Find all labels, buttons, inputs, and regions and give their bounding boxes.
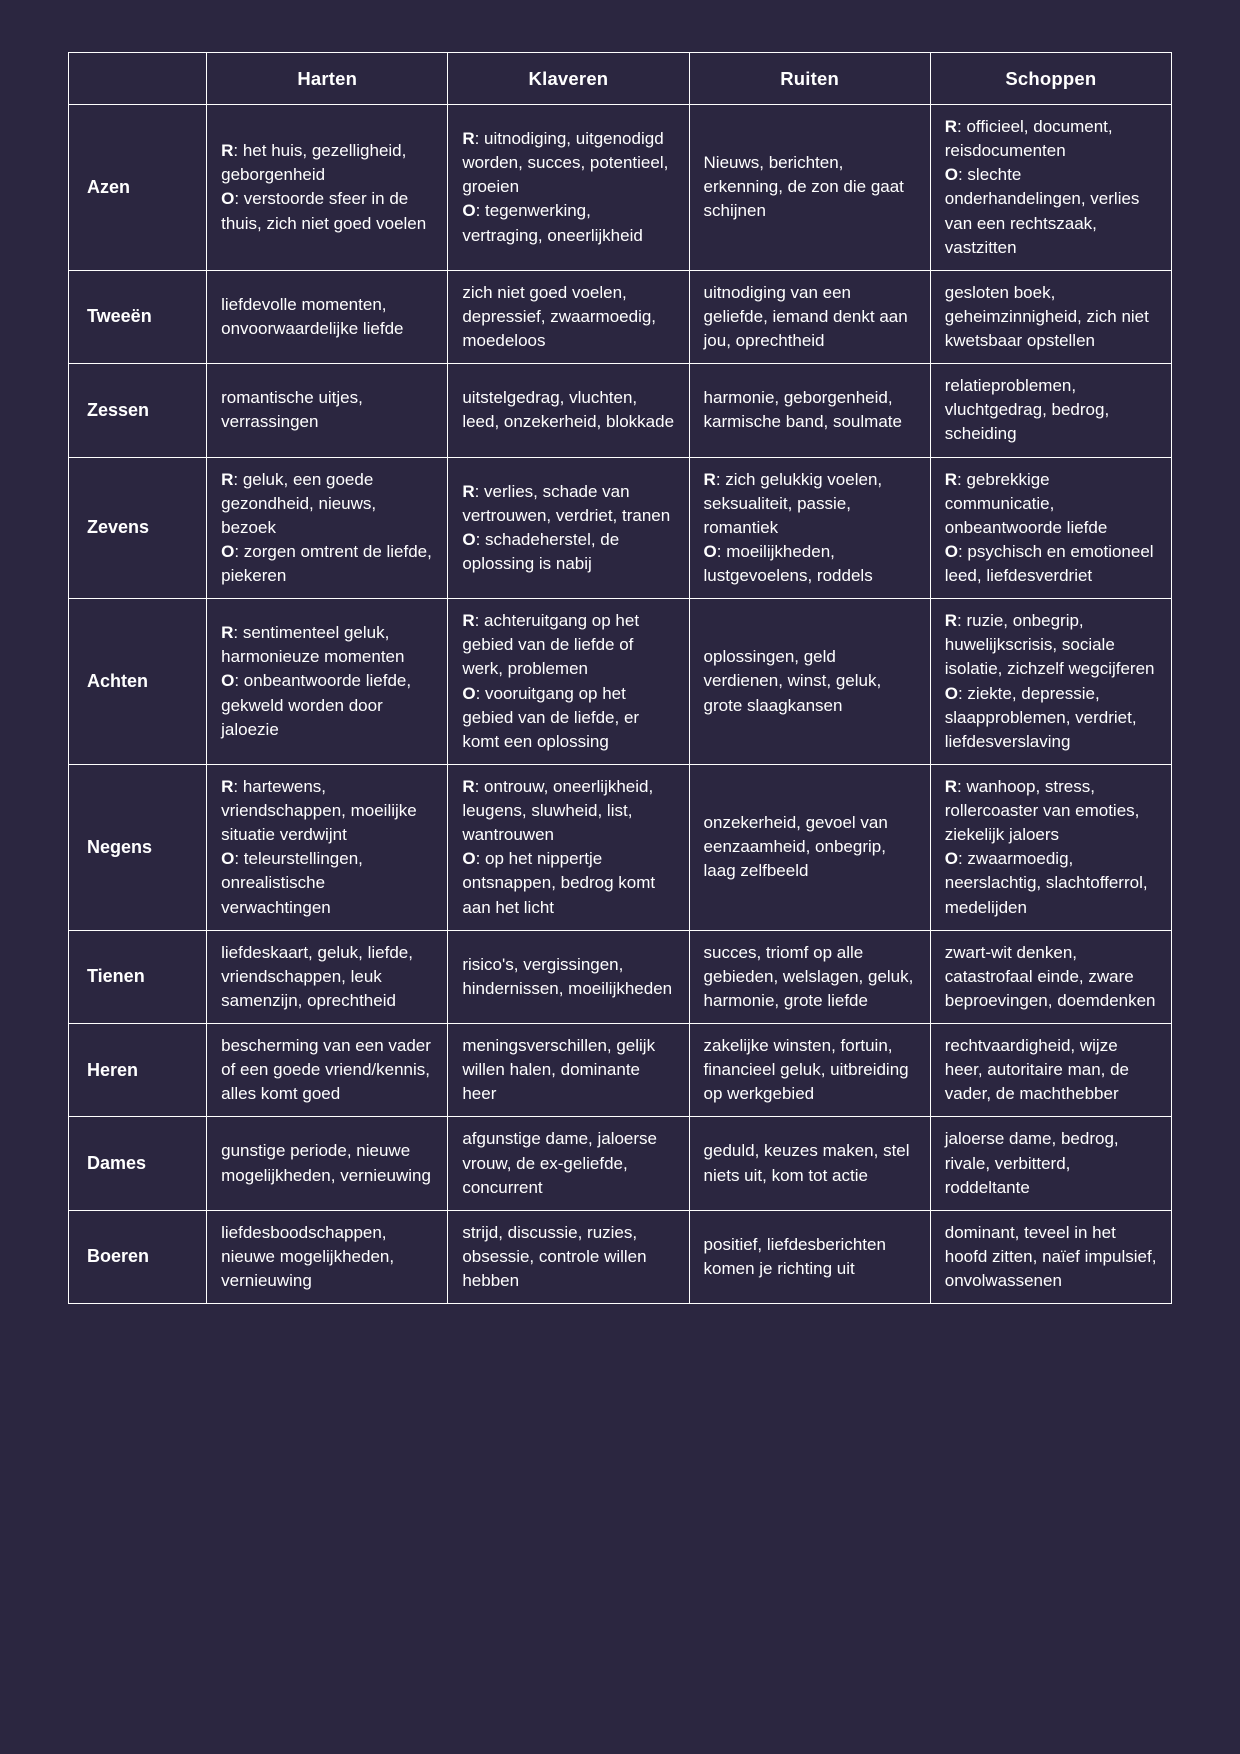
cell-zessen-klaveren xyxy=(448,364,689,457)
meaning-text: onzekerheid, gevoel van eenzaamheid, onbegrip, laag zelfbeeld xyxy=(703,813,888,881)
cell-boeren-ruiten xyxy=(689,1210,930,1303)
cell-zevens-schoppen xyxy=(930,457,1171,599)
meaning-text: liefdesboodschappen, nieuwe mogelijkheden, vernieuwing xyxy=(221,1222,395,1290)
table-row xyxy=(69,270,1172,363)
cell-tienen-schoppen xyxy=(930,930,1171,1023)
meaning-marker: R xyxy=(221,469,234,489)
cell-tweeën-schoppen xyxy=(930,270,1171,363)
meaning-text: : op het nippertje ontsnappen, bedrog komt aan het licht xyxy=(462,849,656,917)
cell-heren-ruiten xyxy=(689,1024,930,1117)
cell-paragraph xyxy=(945,1127,1157,1199)
table-corner-cell xyxy=(69,53,207,105)
cell-paragraph xyxy=(704,645,916,717)
cell-paragraph xyxy=(221,386,433,434)
cell-paragraph xyxy=(462,609,674,681)
cell-heren-harten xyxy=(207,1024,448,1117)
cell-negens-harten xyxy=(207,764,448,930)
cell-dames-ruiten xyxy=(689,1117,930,1210)
table-row xyxy=(69,1210,1172,1303)
cell-zevens-harten xyxy=(207,457,448,599)
row-header-zevens: Zevens xyxy=(69,457,207,599)
cell-achten-ruiten xyxy=(689,599,930,765)
cell-paragraph xyxy=(462,528,674,576)
cell-paragraph xyxy=(221,621,433,669)
meaning-text: risico's, vergissingen, hindernissen, moeilijkheden xyxy=(462,954,673,998)
meaning-text: : moeilijkheden, lustgevoelens, roddels xyxy=(703,541,873,585)
cell-paragraph xyxy=(704,1034,916,1106)
meaning-marker: O xyxy=(221,849,235,869)
meaning-text: : uitnodiging, uitgenodigd worden, succes, potentieel, groeien xyxy=(462,129,669,197)
meaning-marker: R xyxy=(944,469,958,489)
meaning-text: : slechte onderhandelingen, verlies van een rechtszaak, vastzitten xyxy=(944,165,1140,257)
row-header-achten: Achten xyxy=(69,599,207,765)
cell-paragraph xyxy=(221,540,433,588)
meaning-marker: R xyxy=(221,623,234,643)
cell-boeren-klaveren xyxy=(448,1210,689,1303)
cell-paragraph xyxy=(945,682,1157,754)
cell-paragraph xyxy=(462,1034,674,1106)
cell-azen-schoppen xyxy=(930,105,1171,271)
table-row xyxy=(69,105,1172,271)
cell-heren-schoppen xyxy=(930,1024,1171,1117)
meaning-text: : het huis, gezelligheid, geborgenheid xyxy=(221,141,407,185)
cell-azen-ruiten xyxy=(689,105,930,271)
cell-paragraph xyxy=(221,1139,433,1187)
meaning-text: harmonie, geborgenheid, karmische band, soulmate xyxy=(703,388,902,432)
row-header-zessen: Zessen xyxy=(69,364,207,457)
cell-paragraph xyxy=(945,609,1157,681)
table-row xyxy=(69,1024,1172,1117)
meaning-text: : zwaarmoedig, neerslachtig, slachtofferrol, medelijden xyxy=(944,849,1148,917)
cell-negens-ruiten xyxy=(689,764,930,930)
meaning-text: : schadeherstel, de oplossing is nabij xyxy=(462,529,620,573)
cell-paragraph xyxy=(704,281,916,353)
meaning-text: liefdeskaart, geluk, liefde, vriendschappen, leuk samenzijn, oprechtheid xyxy=(221,942,413,1010)
meaning-text: : verlies, schade van vertrouwen, verdriet, tranen xyxy=(462,481,671,525)
meaning-text: : onbeantwoorde liefde, gekweld worden door jaloezie xyxy=(221,671,412,739)
meaning-text: romantische uitjes, verrassingen xyxy=(221,388,363,432)
cell-paragraph xyxy=(462,953,674,1001)
cell-paragraph xyxy=(462,281,674,353)
meaning-marker: O xyxy=(462,201,476,221)
meaning-text: : ontrouw, oneerlijkheid, leugens, sluwheid, list, wantrouwen xyxy=(462,776,654,845)
cell-paragraph xyxy=(462,199,674,247)
meaning-marker: O xyxy=(221,671,235,691)
cell-paragraph xyxy=(221,847,433,919)
meaning-text: afgunstige dame, jaloerse vrouw, de ex-geliefde, concurrent xyxy=(462,1129,658,1197)
meaning-text: bescherming van een vader of een goede vriend/kennis, alles komt goed xyxy=(221,1036,431,1104)
cell-paragraph xyxy=(945,374,1157,446)
cell-boeren-schoppen xyxy=(930,1210,1171,1303)
cell-paragraph xyxy=(945,115,1157,163)
table-header-row xyxy=(69,53,1172,105)
meaning-text: : achteruitgang op het gebied van de liefde of werk, problemen xyxy=(462,611,640,679)
cell-paragraph xyxy=(704,386,916,434)
row-header-boeren: Boeren xyxy=(69,1210,207,1303)
cell-paragraph xyxy=(462,127,674,199)
cell-paragraph xyxy=(221,139,433,187)
cell-paragraph xyxy=(945,1221,1157,1293)
cell-paragraph xyxy=(704,811,916,883)
cell-negens-schoppen xyxy=(930,764,1171,930)
row-header-negens: Negens xyxy=(69,764,207,930)
cell-paragraph xyxy=(221,669,433,741)
cell-paragraph xyxy=(704,941,916,1013)
meaning-marker: R xyxy=(462,129,475,149)
meaning-text: uitstelgedrag, vluchten, leed, onzekerheid, blokkade xyxy=(462,388,675,432)
meaning-text: meningsverschillen, gelijk willen halen, dominante heer xyxy=(462,1036,656,1104)
table-row xyxy=(69,764,1172,930)
table-row xyxy=(69,364,1172,457)
meaning-text: : hartewens, vriendschappen, moeilijke situatie verdwijnt xyxy=(221,776,417,845)
meaning-marker: O xyxy=(462,849,476,869)
cell-tienen-harten xyxy=(207,930,448,1023)
cell-zevens-klaveren xyxy=(448,457,689,599)
row-header-heren: Heren xyxy=(69,1024,207,1117)
cell-zessen-ruiten xyxy=(689,364,930,457)
cell-zevens-ruiten xyxy=(689,457,930,599)
cell-paragraph xyxy=(945,775,1157,847)
meaning-marker: O xyxy=(221,189,235,209)
cell-paragraph xyxy=(221,941,433,1013)
meaning-marker: R xyxy=(221,141,234,161)
meaning-text: liefdevolle momenten, onvoorwaardelijke liefde xyxy=(221,294,404,338)
cell-dames-schoppen xyxy=(930,1117,1171,1210)
cell-tweeën-ruiten xyxy=(689,270,930,363)
meaning-text: : vooruitgang op het gebied van de liefde, er komt een oplossing xyxy=(462,683,640,751)
column-header-ruiten: Ruiten xyxy=(689,53,930,105)
meaning-text: : verstoorde sfeer in de thuis, zich niet goed voelen xyxy=(221,189,427,233)
meaning-marker: R xyxy=(462,481,475,501)
cell-boeren-harten xyxy=(207,1210,448,1303)
meaning-text: uitnodiging van een geliefde, iemand denkt aan jou, oprechtheid xyxy=(703,282,908,350)
meaning-text: : wanhoop, stress, rollercoaster van emoties, ziekelijk jaloers xyxy=(944,776,1140,845)
cell-paragraph xyxy=(221,1034,433,1106)
cell-paragraph xyxy=(704,1233,916,1281)
column-header-harten: Harten xyxy=(207,53,448,105)
cell-tienen-klaveren xyxy=(448,930,689,1023)
meaning-text: oplossingen, geld verdienen, winst, geluk, grote slaagkansen xyxy=(703,647,882,715)
meaning-text: positief, liefdesberichten komen je richting uit xyxy=(703,1234,886,1278)
cell-azen-harten xyxy=(207,105,448,271)
meaning-marker: R xyxy=(462,611,475,631)
row-header-tienen: Tienen xyxy=(69,930,207,1023)
cell-paragraph xyxy=(704,1139,916,1187)
meaning-marker: O xyxy=(703,541,717,561)
cell-negens-klaveren xyxy=(448,764,689,930)
cell-paragraph xyxy=(945,941,1157,1013)
cell-paragraph xyxy=(462,1127,674,1199)
row-header-tweeën: Tweeën xyxy=(69,270,207,363)
meaning-marker: O xyxy=(462,529,476,549)
meaning-text: rechtvaardigheid, wijze heer, autoritaire man, de vader, de machthebber xyxy=(944,1036,1130,1104)
cell-paragraph xyxy=(462,1221,674,1293)
cell-paragraph xyxy=(462,480,674,528)
table-header xyxy=(69,53,1172,105)
cell-paragraph xyxy=(945,540,1157,588)
cell-paragraph xyxy=(704,151,916,223)
cell-dames-harten xyxy=(207,1117,448,1210)
meaning-marker: R xyxy=(462,776,475,796)
meaning-text: : sentimenteel geluk, harmonieuze momenten xyxy=(221,623,405,667)
meaning-marker: R xyxy=(703,469,716,489)
meaning-text: : gebrekkige communicatie, onbeantwoorde liefde xyxy=(944,469,1108,537)
row-header-azen: Azen xyxy=(69,105,207,271)
meaning-marker: R xyxy=(944,611,958,631)
cell-achten-schoppen xyxy=(930,599,1171,765)
cell-tweeën-harten xyxy=(207,270,448,363)
card-meanings-table xyxy=(68,52,1172,1304)
cell-tienen-ruiten xyxy=(689,930,930,1023)
cell-paragraph xyxy=(221,293,433,341)
table-row xyxy=(69,1117,1172,1210)
column-header-schoppen: Schoppen xyxy=(930,53,1171,105)
meaning-marker: O xyxy=(944,541,958,561)
meaning-marker: O xyxy=(944,849,958,869)
meaning-text: relatieproblemen, vluchtgedrag, bedrog, scheiding xyxy=(944,376,1110,444)
meaning-text: Nieuws, berichten, erkenning, de zon die gaat schijnen xyxy=(703,153,904,221)
meaning-text: : teleurstellingen, onrealistische verwachtingen xyxy=(221,849,363,917)
cell-paragraph xyxy=(462,775,674,847)
cell-zessen-schoppen xyxy=(930,364,1171,457)
meaning-text: succes, triomf op alle gebieden, welslagen, geluk, harmonie, grote liefde xyxy=(703,942,914,1010)
meaning-text: : psychisch en emotioneel leed, liefdesverdriet xyxy=(944,541,1154,585)
cell-paragraph xyxy=(945,468,1157,540)
cell-paragraph xyxy=(221,775,433,847)
meaning-text: gunstige periode, nieuwe mogelijkheden, vernieuwing xyxy=(221,1141,431,1185)
meaning-text: gesloten boek, geheimzinnigheid, zich niet kwetsbaar opstellen xyxy=(944,282,1149,350)
meaning-text: : zich gelukkig voelen, seksualiteit, passie, romantiek xyxy=(703,469,883,537)
table-row xyxy=(69,457,1172,599)
cell-paragraph xyxy=(462,682,674,754)
meaning-text: jaloerse dame, bedrog, rivale, verbitterd, roddeltante xyxy=(944,1129,1119,1197)
cell-paragraph xyxy=(704,540,916,588)
cell-zessen-harten xyxy=(207,364,448,457)
table-body xyxy=(69,105,1172,1304)
cell-paragraph xyxy=(945,1034,1157,1106)
meaning-text: : tegenwerking, vertraging, oneerlijkheid xyxy=(462,201,643,245)
meaning-text: geduld, keuzes maken, stel niets uit, kom tot actie xyxy=(703,1141,910,1185)
meaning-text: zakelijke winsten, fortuin, financieel geluk, uitbreiding op werkgebied xyxy=(703,1036,909,1104)
table-row xyxy=(69,599,1172,765)
meaning-marker: R xyxy=(944,117,958,136)
meaning-text: : ziekte, depressie, slaapproblemen, verdriet, liefdesverslaving xyxy=(944,683,1137,751)
meaning-text: : officieel, document, reisdocumenten xyxy=(944,117,1113,161)
cell-paragraph xyxy=(945,163,1157,260)
meaning-text: dominant, teveel in het hoofd zitten, naïef impulsief, onvolwassenen xyxy=(944,1222,1157,1290)
meaning-marker: R xyxy=(944,776,958,796)
table-row xyxy=(69,930,1172,1023)
cell-achten-klaveren xyxy=(448,599,689,765)
meaning-text: : zorgen omtrent de liefde, piekeren xyxy=(221,541,432,585)
cell-paragraph xyxy=(945,281,1157,353)
meaning-marker: O xyxy=(944,165,958,185)
meaning-text: zich niet goed voelen, depressief, zwaarmoedig, moedeloos xyxy=(462,282,657,350)
cell-paragraph xyxy=(221,187,433,235)
meaning-text: : geluk, een goede gezondheid, nieuws, bezoek xyxy=(221,469,377,537)
cell-heren-klaveren xyxy=(448,1024,689,1117)
cell-dames-klaveren xyxy=(448,1117,689,1210)
meaning-text: strijd, discussie, ruzies, obsessie, controle willen hebben xyxy=(462,1222,647,1290)
meaning-text: : ruzie, onbegrip, huwelijkscrisis, sociale isolatie, zichzelf wegcijferen xyxy=(944,611,1155,679)
cell-paragraph xyxy=(221,1221,433,1293)
column-header-klaveren: Klaveren xyxy=(448,53,689,105)
cell-achten-harten xyxy=(207,599,448,765)
meaning-marker: O xyxy=(944,683,958,703)
cell-paragraph xyxy=(704,468,916,540)
cell-paragraph xyxy=(462,386,674,434)
row-header-dames: Dames xyxy=(69,1117,207,1210)
cell-paragraph xyxy=(221,468,433,540)
cell-paragraph xyxy=(945,847,1157,919)
cell-paragraph xyxy=(462,847,674,919)
meaning-text: zwart-wit denken, catastrofaal einde, zware beproevingen, doemdenken xyxy=(944,942,1156,1010)
cell-tweeën-klaveren xyxy=(448,270,689,363)
cell-azen-klaveren xyxy=(448,105,689,271)
meaning-marker: O xyxy=(221,541,235,561)
meaning-marker: O xyxy=(462,683,476,703)
meaning-marker: R xyxy=(221,776,234,796)
